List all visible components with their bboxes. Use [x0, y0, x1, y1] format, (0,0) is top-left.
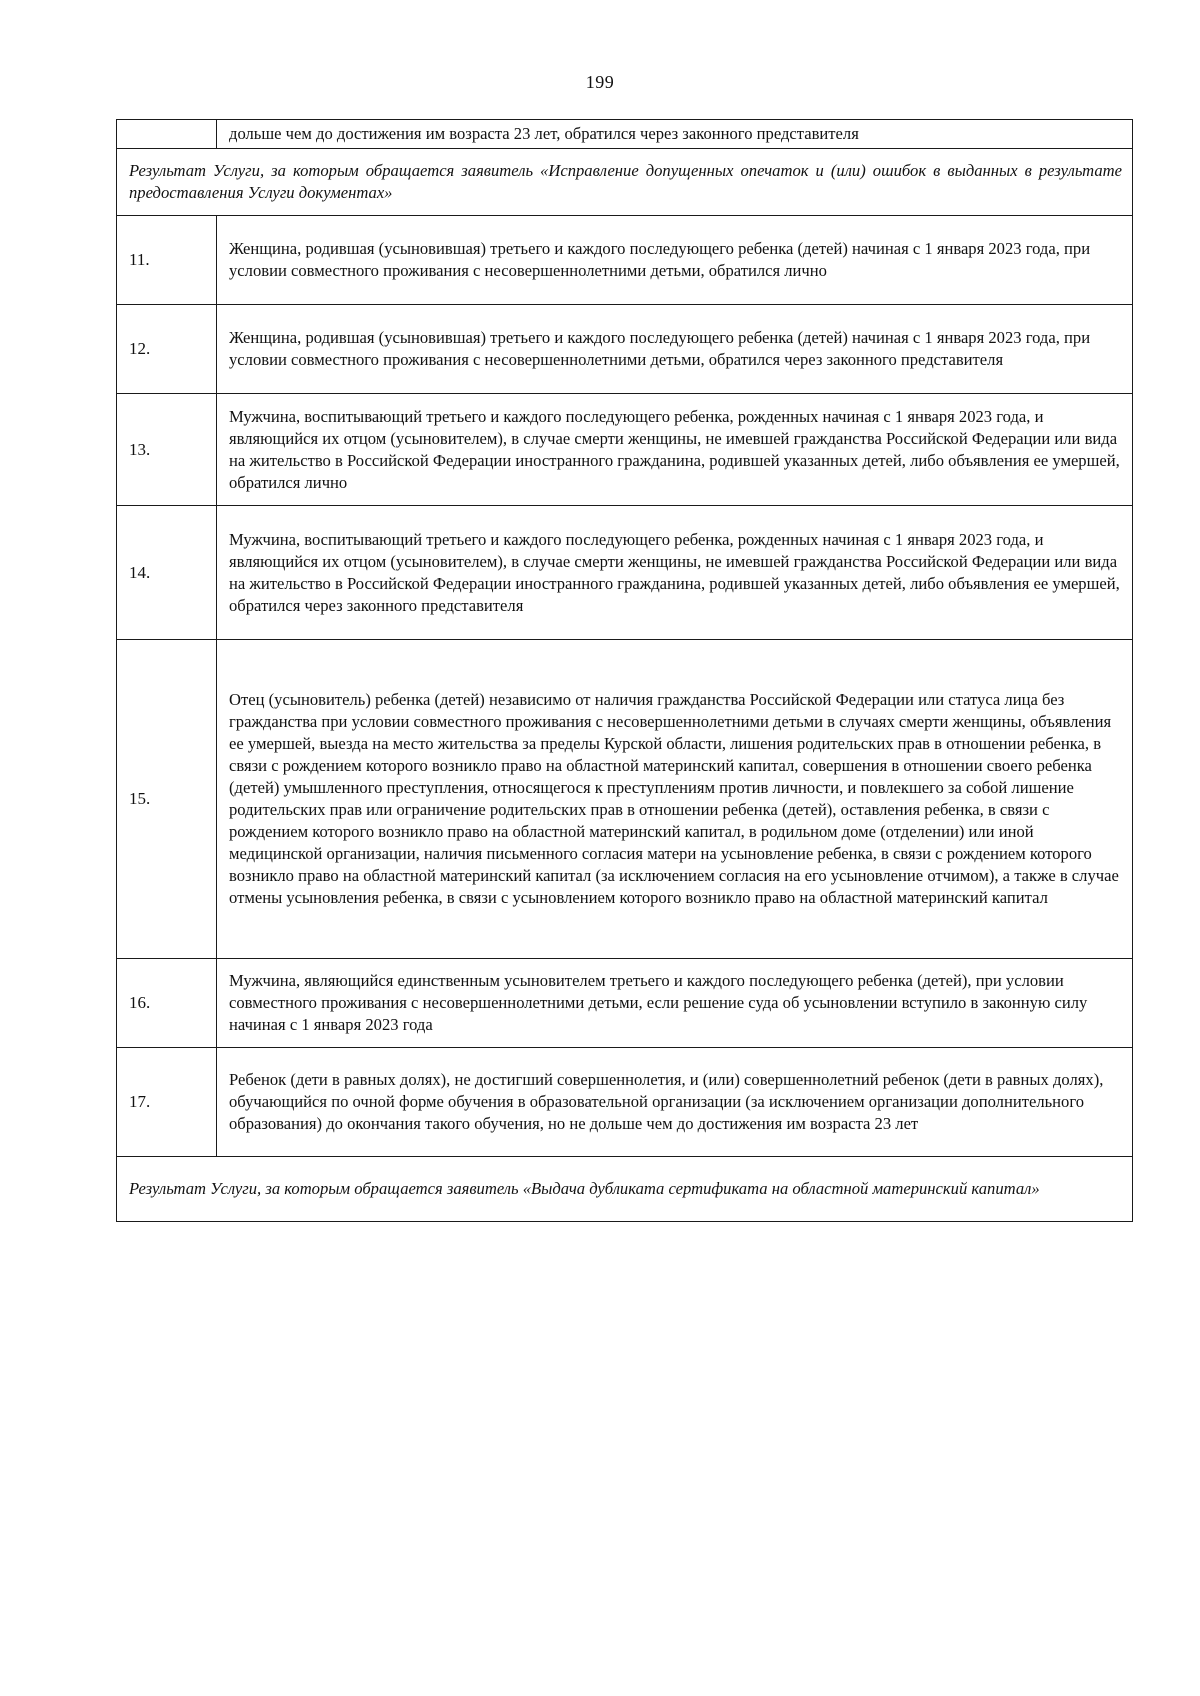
section-header-row-duplicate: [117, 1157, 1133, 1222]
row-text-cell: Женщина, родившая (усыновившая) третьего и каждого последующего ребенка (детей) начиная с 1 января 2023 года, при условии совместного проживания с несовершеннолетними детьми, обратился лично: [217, 216, 1133, 305]
table-row: [117, 394, 1133, 506]
table-row: [117, 305, 1133, 394]
row-number-cell: 16.: [117, 959, 217, 1048]
section-header-row-corrections: [117, 149, 1133, 216]
row-number-cell: 11.: [117, 216, 217, 305]
row-number-cell: 13.: [117, 394, 217, 506]
page-number: 199: [585, 72, 615, 92]
applicant-variants-table: [116, 119, 1133, 1222]
row-text-cell: Ребенок (дети в равных долях), не достигший совершеннолетия, и (или) совершеннолетний ребенок (дети в равных долях), обучающийся по очной форме обучения в образовательной организации (за исключением организации дополнительного образования) до окончания такого обучения, но не дольше чем до достижения им возраста 23 лет: [217, 1048, 1133, 1157]
table-row: [117, 959, 1133, 1048]
row-number-cell: 15.: [117, 640, 217, 959]
table-row-continuation: [117, 120, 1133, 149]
section-header-corrections: Результат Услуги, за которым обращается заявитель «Исправление допущенных опечаток и (или) ошибок в выданных в результате предоставления Услуги документах»: [117, 149, 1133, 216]
row-number-cell: 12.: [117, 305, 217, 394]
row-text-cell: Женщина, родившая (усыновившая) третьего и каждого последующего ребенка (детей) начиная с 1 января 2023 года, при условии совместного проживания с несовершеннолетними детьми, обратился через законного представителя: [217, 305, 1133, 394]
row-text-cell: Мужчина, являющийся единственным усыновителем третьего и каждого последующего ребенка (детей), при условии совместного проживания с несовершеннолетними детьми, если решение суда об усыновлении вступило в законную силу начиная с 1 января 2023 года: [217, 959, 1133, 1048]
row-text-cell: Отец (усыновитель) ребенка (детей) независимо от наличия гражданства Российской Федерации или статуса лица без гражданства при условии совместного проживания с несовершеннолетними детьми в случаях смерти женщины, объявления ее умершей, выезда на место жительства за пределы Курской области, лишения родительских прав в отношении ребенка, в связи с рождением которого возникло право на областной материнский капитал, совершения в отношении своего ребенка (детей) умышленного преступления, относящегося к преступлениям против личности, и повлекшего за собой лишение родительских прав или ограничение родительских прав в отношении ребенка (детей), оставления ребенка, в связи с рождением которого возникло право на областной материнский капитал, в родильном доме (отделении) или иной медицинской организации, наличия письменного согласия матери на усыновление ребенка, в связи с рождением которого возникло право на областной материнский капитал (за исключением согласия на его усыновление отчимом), а также в случае отмены усыновления ребенка, в связи с усыновлением которого возникло право на областной материнский капитал: [217, 640, 1133, 959]
row-text-cell: Мужчина, воспитывающий третьего и каждого последующего ребенка, рожденных начиная с 1 января 2023 года, и являющийся их отцом (усыновителем), в случае смерти женщины, не имевшей гражданства Российской Федерации или вида на жительство в Российской Федерации иностранного гражданина, родившей указанных детей, либо объявления ее умершей, обратился через законного представителя: [217, 506, 1133, 640]
section-header-duplicate: Результат Услуги, за которым обращается заявитель «Выдача дубликата сертификата на областной материнский капитал»: [117, 1157, 1133, 1222]
row-number-cell: 17.: [117, 1048, 217, 1157]
row-text-cell: дольше чем до достижения им возраста 23 лет, обратился через законного представителя: [217, 120, 1133, 149]
row-number-cell: [117, 120, 217, 149]
row-text-cell: Мужчина, воспитывающий третьего и каждого последующего ребенка, рожденных начиная с 1 января 2023 года, и являющийся их отцом (усыновителем), в случае смерти женщины, не имевшей гражданства Российской Федерации или вида на жительство в Российской Федерации иностранного гражданина, родившей указанных детей, либо объявления ее умершей, обратился лично: [217, 394, 1133, 506]
row-number-cell: 14.: [117, 506, 217, 640]
table-row: [117, 506, 1133, 640]
table-row: [117, 640, 1133, 959]
table-row: [117, 216, 1133, 305]
table-row: [117, 1048, 1133, 1157]
